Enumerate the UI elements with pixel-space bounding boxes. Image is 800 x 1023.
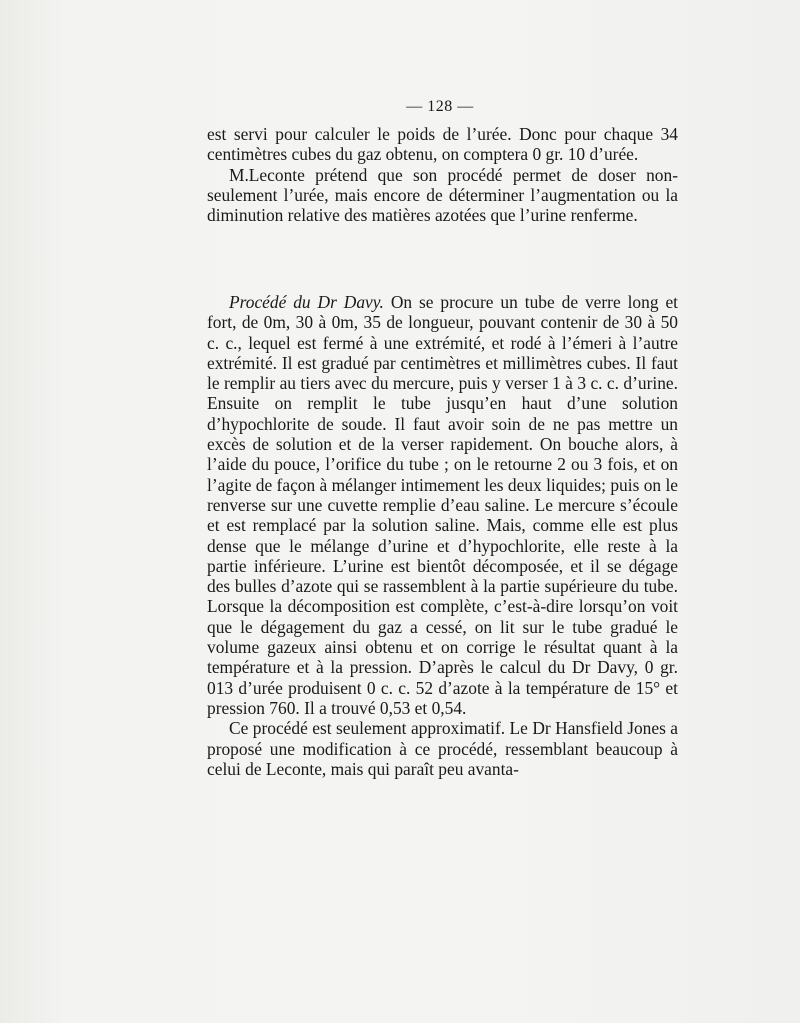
text-block-1 (207, 124, 678, 225)
paragraph-davy-body: On se procure un tube de verre long et fort, de 0m, 30 à 0m, 35 de longueur, pouvant contenir de 30 à 50 c. c., lequel est fermé à une extrémité, et rodé à l’émeri à l’autre extrémité. Il est gradué par centimètres et millimètres cubes. Il faut le remplir au tiers avec du mercure, puis y verser 1 à 3 c. c. d’urine. Ensuite on remplit le tube jusqu’en haut d’une solution d’hypochlorite de soude. Il faut avoir soin de ne pas mettre un excès de solution et de la verser rapidement. On bouche alors, à l’aide du pouce, l’orifice du tube ; on le retourne 2 ou 3 fois, et on l’agite de façon à mélanger intimement les deux liquides; puis on le renverse sur une cuvette remplie d’eau saline. Le mercure s’écoule et est remplacé par la solution saline. Mais, comme elle est plus dense que le mélange d’urine et d’hypochlorite, elle reste à la partie inférieure. L’urine est bientôt décomposée, et il se dégage des bulles d’azote qui se rassemblent à la partie supérieure du tube. Lorsque la décomposition est complète, c’est-à-dire lorsqu’on voit que le dégagement du gaz a cessé, on lit sur le tube gradué le volume gazeux ainsi obtenu et on corrige le résultat quant à la température et à la pression. D’après le calcul du Dr Davy, 0 gr. 013 d’urée produisent 0 c. c. 52 d’azote à la température de 15° et pression 760. Il a trouvé 0,53 et 0,54. (207, 292, 678, 718)
paragraph-leconte: M.Leconte prétend que son procédé permet de doser non-seulement l’urée, mais encore de déterminer l’augmentation ou la diminution relative des matières azotées que l’urine renferme. (207, 164, 678, 226)
paragraph-davy (207, 292, 678, 718)
section-heading-davy: Procédé du Dr Davy. (229, 292, 384, 312)
paragraph-continuation: est servi pour calculer le poids de l’urée. Donc pour chaque 34 centimètres cubes du gaz obtenu, on comptera 0 gr. 10 d’urée. (207, 124, 678, 165)
text-block-2 (207, 292, 678, 779)
page-number: — 128 — (406, 98, 474, 115)
paragraph-hansfield: Ce procédé est seulement approximatif. Le Dr Hansfield Jones a proposé une modification à ce procédé, ressemblant beaucoup à celui de Leconte, mais qui paraît peu avanta- (207, 718, 678, 779)
